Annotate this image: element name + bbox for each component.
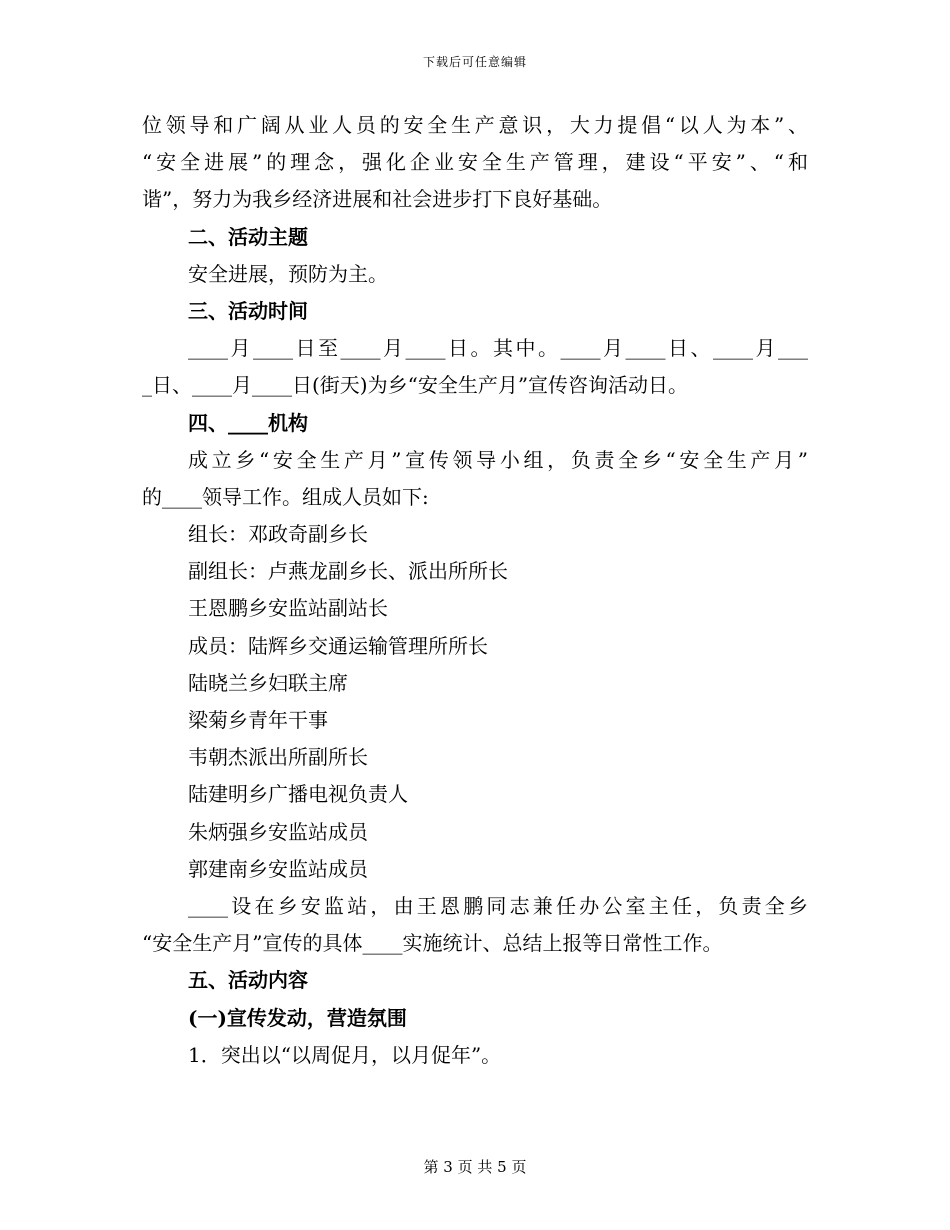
paragraph-line: 朱炳强乡安监站成员 [188, 819, 368, 844]
paragraph-line: _日、____月____日(街天)为乡“安全生产月”宣传咨询活动日。 [142, 373, 689, 398]
paragraph-line: “安全生产月”宣传的具体____实施统计、总结上报等日常性工作。 [142, 931, 723, 956]
paragraph-line: 的____领导工作。组成人员如下: [142, 484, 429, 509]
paragraph-line: “安全进展”的理念，强化企业安全生产管理，建设“平安”、“和 [142, 150, 808, 175]
paragraph-line: 谐”，努力为我乡经济进展和社会进步打下良好基础。 [142, 187, 613, 212]
paragraph-line: 副组长：卢燕龙副乡长、派出所所长 [188, 559, 508, 584]
section-heading: 三、活动时间 [188, 298, 308, 323]
section-heading: 四、____机构 [188, 410, 308, 435]
paragraph-line: 陆晓兰乡妇联主席 [188, 670, 348, 695]
paragraph-line: ____月____日至____月____日。其中。____月____日、____月___ [188, 336, 808, 361]
paragraph-line: 王恩鹏乡安监站副站长 [188, 596, 388, 621]
page-header: 下载后可任意编辑 [422, 55, 527, 69]
paragraph-line: 韦朝杰派出所副所长 [188, 745, 368, 770]
section-heading: 五、活动内容 [188, 968, 308, 993]
paragraph-line: 1．突出以“以周促月，以月促年”。 [188, 1042, 502, 1067]
section-heading: (一)宣传发动，营造氛围 [188, 1005, 407, 1030]
section-heading: 二、活动主题 [188, 224, 308, 249]
paragraph-line: 成立乡“安全生产月”宣传领导小组，负责全乡“安全生产月” [188, 447, 808, 472]
document-body [142, 107, 808, 1074]
paragraph-line: 组长：邓政奇副乡长 [188, 522, 368, 547]
paragraph-line: 陆建明乡广播电视负责人 [188, 782, 408, 807]
page-footer: 第 3 页 共 5 页 [423, 1158, 527, 1176]
paragraph-line: 梁菊乡青年干事 [188, 708, 328, 732]
paragraph-line: 成员：陆辉乡交通运输管理所所长 [188, 633, 488, 658]
paragraph-line: 郭建南乡安监站成员 [188, 856, 368, 881]
paragraph-line: 安全进展，预防为主。 [188, 261, 388, 286]
paragraph-line: 位领导和广阔从业人员的安全生产意识，大力提倡“以人为本”、 [142, 113, 808, 137]
paragraph-line: ____设在乡安监站，由王恩鹏同志兼任办公室主任，负责全乡 [188, 893, 808, 918]
